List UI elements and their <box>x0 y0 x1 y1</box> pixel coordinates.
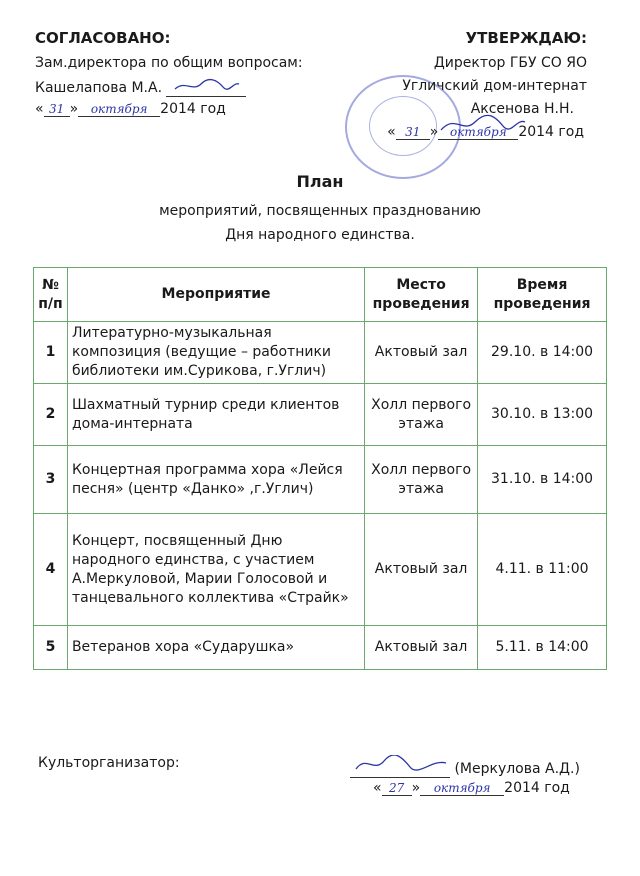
header-event: Мероприятие <box>67 268 364 322</box>
table-row <box>34 384 607 446</box>
left-date-mid: » <box>69 101 79 117</box>
row-place: Актовый зал <box>365 514 478 626</box>
row-place: Актовый зал <box>365 626 478 670</box>
footer-date-mid: » <box>411 780 421 796</box>
footer-date <box>373 780 570 796</box>
row-place: Холл первого этажа <box>365 446 478 514</box>
left-approval-title: СОГЛАСОВАНО: <box>35 29 171 47</box>
footer-signature <box>350 755 450 778</box>
events-table <box>33 267 607 670</box>
right-approver-name: Аксенова Н.Н. <box>470 101 574 117</box>
header-time: Время проведения <box>478 268 607 322</box>
footer-date-year: 2014 год <box>504 780 570 796</box>
right-date-month: октября <box>438 125 518 140</box>
left-signature-line <box>166 78 246 97</box>
right-date-open: « <box>387 124 396 140</box>
table-header-row <box>34 268 607 322</box>
left-signature-icon <box>171 78 241 92</box>
right-date-year: 2014 год <box>518 124 584 140</box>
row-place: Холл первого этажа <box>365 384 478 446</box>
row-event: Литературно-музыкальная композиция (ведущие – работники библиотеки им.Сурикова, г.Углич) <box>67 322 364 384</box>
left-date-month: октября <box>78 102 160 117</box>
left-date-year: 2014 год <box>160 101 226 117</box>
footer-role: Культорганизатор: <box>38 755 180 771</box>
table-row <box>34 446 607 514</box>
row-time: 29.10. в 14:00 <box>478 322 607 384</box>
footer-signature-icon <box>352 755 448 773</box>
row-number: 3 <box>34 446 68 514</box>
footer-name: (Меркулова А.Д.) <box>454 761 580 777</box>
right-approver-org: Угличский дом-интернат <box>402 78 587 94</box>
row-time: 5.11. в 14:00 <box>478 626 607 670</box>
row-time: 4.11. в 11:00 <box>478 514 607 626</box>
row-number: 4 <box>34 514 68 626</box>
footer-signature-line <box>350 755 580 778</box>
right-approver-position: Директор ГБУ СО ЯО <box>433 55 587 71</box>
row-event: Ветеранов хора «Сударушка» <box>67 626 364 670</box>
footer-date-day: 27 <box>382 781 412 796</box>
left-approver-name: Кашелапова М.А. <box>35 80 163 96</box>
plan-subtitle-line2: Дня народного единства. <box>225 227 415 243</box>
row-time: 30.10. в 13:00 <box>478 384 607 446</box>
left-approver-line <box>35 78 246 97</box>
row-event: Концертная программа хора «Лейся песня» (центр «Данко» ,г.Углич) <box>67 446 364 514</box>
row-time: 31.10. в 14:00 <box>478 446 607 514</box>
row-event: Шахматный турнир среди клиентов дома-интерната <box>67 384 364 446</box>
right-date-day: 31 <box>396 125 430 140</box>
row-event: Концерт, посвященный Дню народного единства, с участием А.Меркуловой, Марии Голосовой и танцевального коллектива «Страйк» <box>67 514 364 626</box>
plan-title: План <box>296 172 344 191</box>
left-date-day: 31 <box>44 102 70 117</box>
table-row <box>34 514 607 626</box>
footer-date-open: « <box>373 780 382 796</box>
header-place: Место проведения <box>365 268 478 322</box>
table-row <box>34 322 607 384</box>
right-approval-date <box>387 124 584 140</box>
row-place: Актовый зал <box>365 322 478 384</box>
left-approval-date <box>35 101 226 117</box>
left-date-open: « <box>35 101 44 117</box>
header-number: № п/п <box>34 268 68 322</box>
table-row <box>34 626 607 670</box>
right-date-mid: » <box>429 124 439 140</box>
left-approver-position: Зам.директора по общим вопросам: <box>35 55 303 71</box>
right-approval-title: УТВЕРЖДАЮ: <box>465 29 587 47</box>
row-number: 1 <box>34 322 68 384</box>
row-number: 2 <box>34 384 68 446</box>
plan-subtitle-line1: мероприятий, посвященных празднованию <box>159 203 481 219</box>
footer-date-month: октября <box>420 781 504 796</box>
row-number: 5 <box>34 626 68 670</box>
